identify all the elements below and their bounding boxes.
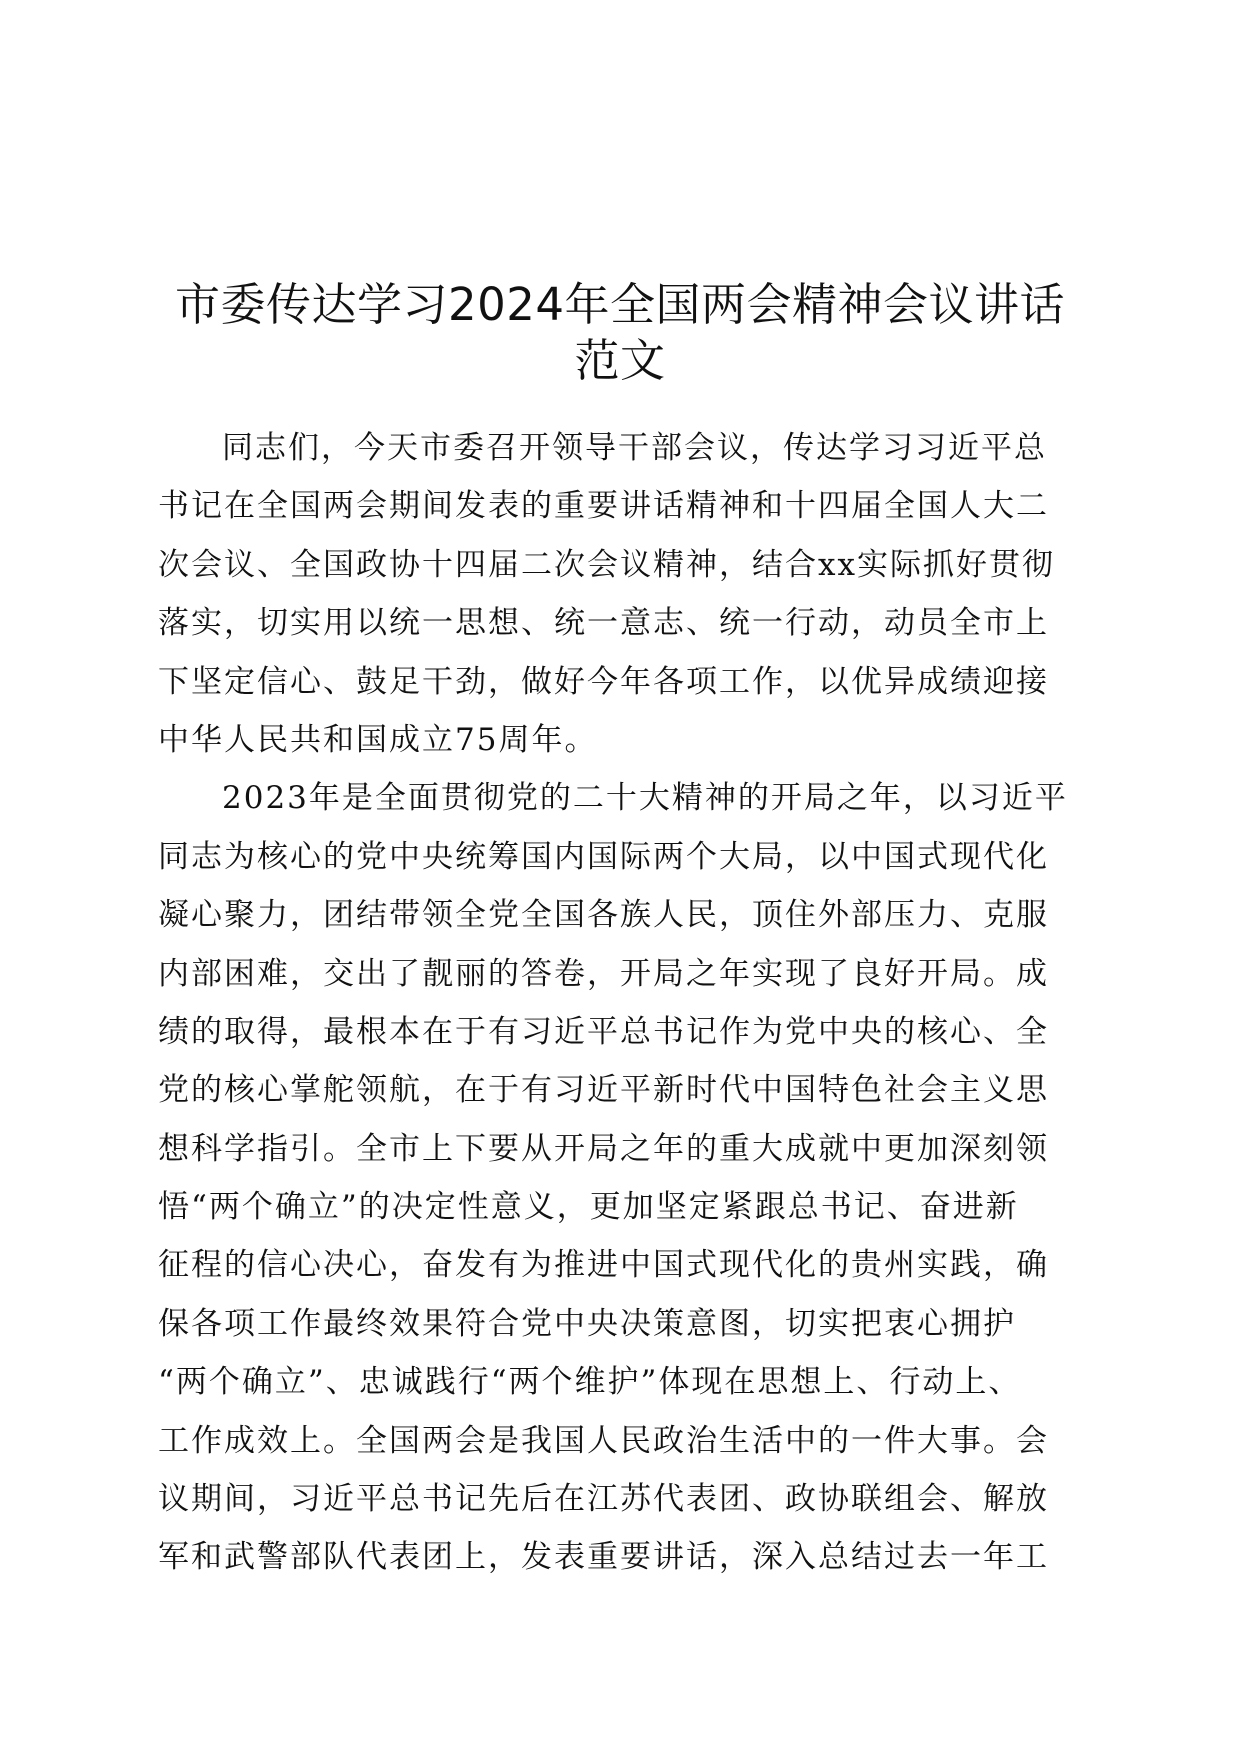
paragraph-line: 同志们，今天市委召开领导干部会议，传达学习习近平总: [222, 430, 1047, 466]
paragraph-2: [158, 769, 1088, 1586]
paragraph-line: 征程的信心决心，奋发有为推进中国式现代化的贵州实践，确: [158, 1247, 1049, 1284]
paragraph-line: 内部困难，交出了靓丽的答卷，开局之年实现了良好开局。成: [158, 955, 1049, 992]
paragraph-line: 落实，切实用以统一思想、统一意志、统一行动，动员全市上: [158, 605, 1049, 642]
paragraph-line: 党的核心掌舵领航，在于有习近平新时代中国特色社会主义思: [158, 1072, 1049, 1109]
document-title: [150, 277, 1090, 389]
paragraph-line: 保各项工作最终效果符合党中央决策意图，切实把衷心拥护: [158, 1305, 1016, 1342]
paragraph-line: “两个确立”、忠诚践行“两个维护”体现在思想上、行动上、: [158, 1364, 1022, 1401]
paragraph-line: 下坚定信心、鼓足干劲，做好今年各项工作，以优异成绩迎接: [158, 663, 1049, 700]
paragraph-line: 2023年是全面贯彻党的二十大精神的开局之年，以习近平: [222, 780, 1068, 817]
paragraph-line: 军和武警部队代表团上，发表重要讲话，深入总结过去一年工: [158, 1539, 1049, 1576]
paragraph-line: 议期间，习近平总书记先后在江苏代表团、政协联组会、解放: [158, 1481, 1049, 1518]
paragraph-line: 悟“两个确立”的决定性意义，更加坚定紧跟总书记、奋进新: [158, 1189, 1019, 1226]
paragraph-line: 想科学指引。全市上下要从开局之年的重大成就中更加深刻领: [158, 1130, 1049, 1167]
paragraph-line: 中华人民共和国成立75周年。: [158, 721, 598, 758]
paragraph-line: 工作成效上。全国两会是我国人民政治生活中的一件大事。会: [158, 1422, 1049, 1459]
paragraph-line: 次会议、全国政协十四届二次会议精神，结合xx实际抓好贯彻: [158, 546, 1055, 583]
paragraph-line: 书记在全国两会期间发表的重要讲话精神和十四届全国人大二: [158, 488, 1049, 525]
title-line-2: 范文: [574, 334, 666, 387]
paragraph-line: 绩的取得，最根本在于有习近平总书记作为党中央的核心、全: [158, 1013, 1049, 1050]
paragraph-line: 同志为核心的党中央统筹国内国际两个大局，以中国式现代化: [158, 838, 1049, 875]
paragraph-1: [158, 419, 1088, 769]
document-body: [158, 419, 1088, 1587]
paragraph-line: 凝心聚力，团结带领全党全国各族人民，顶住外部压力、克服: [158, 897, 1049, 934]
title-line-1: 市委传达学习2024年全国两会精神会议讲话: [174, 278, 1066, 331]
